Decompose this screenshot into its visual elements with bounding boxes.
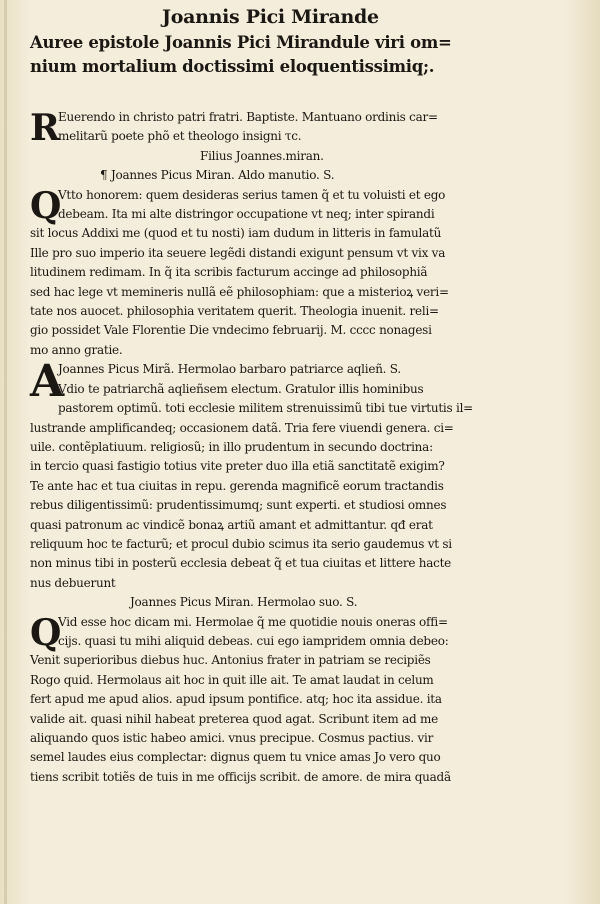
text-line: sed hac lege vt memineris nullã eẽ philosophiam: que a misterioꝝ veri= [30,284,449,299]
text-line: mo anno gratie. [30,342,123,357]
letter-address: Joannes Picus Miran. Hermolao suo. S. [130,595,358,610]
text-line: Vdio te patriarchã aqlieñsem electum. Gratulor illis hominibus [58,381,424,396]
text-line: rebus diligentissimũ: prudentissimumq; sunt experti. et studiosi omnes [30,498,447,513]
text-line: debeam. Ita mi alte distringor occupatione vt neq; inter spirandi [58,207,435,222]
running-head: Joannis Pici Mirande [162,6,379,28]
text-line: cijs. quasi tu mihi aliquid debeas. cui ego iampridem omnia debeo: [58,633,449,648]
text-line: Ille pro suo imperio ita seuere legẽdi distandi exigunt pensum vt vix va [30,245,446,260]
salutation: Filius Joannes.miran. [200,148,324,163]
text-line: nus debuerunt [30,575,116,590]
text-line: semel laudes eius complectar: dignus quem tu vnice amas Jo vero quo [30,750,441,765]
text-line: tiens scribit totiẽs de tuis in me officijs scribit. de amore. de mira quadã [30,769,451,784]
text-line: lustrande amplificandeq; occasionem datã. Tria fere viuendi genera. ci= [30,420,454,435]
text-line: pastorem optimũ. toti ecclesie militem strenuissimũ tibi tue virtutis il= [58,401,473,416]
text-line: reliquum hoc te facturũ; et procul dubio scimus ita serio gaudemus vt si [30,536,452,551]
text-line: tate nos auocet. philosophia veritatem querit. Theologia inuenit. reli= [30,304,439,319]
text-line: Rogo quid. Hermolaus ait hoc in quit ille ait. Te amat laudat in celum [30,672,434,687]
text-line: gio possidet Vale Florentie Die vndecimo februarij. M. cccc nonagesi [30,323,432,338]
drop-cap-initial: R [30,107,60,149]
text-line: quasi patronum ac vindicẽ bonaꝝ artiũ amant et admittantur. qđ erat [30,517,433,532]
letter-address: ¶ Joannes Picus Miran. Aldo manutio. S. [100,168,335,183]
title-line-2: nium mortalium doctissimi eloquentissimiq;. [30,57,435,76]
letter-address: Joannes Picus Mirã. Hermolao barbaro patriarce aqlieñ. S. [58,362,401,377]
text-line: litudinem redimam. In q̃ ita scribis facturum accinge ad philosophiã [30,265,428,280]
letter-4 [30,613,578,788]
drop-cap-initial: A [30,356,65,408]
drop-cap-initial: Q [30,611,62,654]
text-line: Venit superioribus diebus huc. Antonius frater in patriam se recipiẽs [30,653,431,668]
text-line: Te ante hac et tua ciuitas in repu. gerenda magnificẽ eorum tractandis [30,478,444,493]
letter-2 [30,186,578,361]
text-line: valide ait. quasi nihil habeat preterea quod agat. Scribunt item ad me [30,711,438,726]
drop-cap-initial: Q [30,184,62,227]
text-line: sit locus Addixi me (quod et tu nosti) iam dudum in litteris in famulatũ [30,226,442,241]
text-line: aliquando quos istic habeo amici. vnus precipue. Cosmus pactius. vir [30,731,434,745]
letter-1 [30,108,578,147]
text-line: non minus tibi in posterũ ecclesia debeat q̃ et tua ciuitas et littere hacte [30,556,452,571]
page-binding-edge [4,0,7,904]
text-line: uile. contẽplatiuum. religiosũ; in illo prudentum in secundo doctrina: [30,439,433,454]
text-line: Vtto honorem: quem desideras serius tamen q̃ et tu voluisti et ego [58,187,446,202]
text-line: Vid esse hoc dicam mi. Hermolae q̃ me quotidie nouis oneras offi= [58,614,448,629]
letter-3 [30,356,578,593]
text-line: fert apud me apud alios. apud ipsum pontifice. atq; hoc ita assidue. ita [30,692,442,707]
title-gap [30,78,578,108]
page-content [30,4,578,787]
title-line-1: Auree epistole Joannis Pici Mirandule viri om= [30,33,452,52]
text-line: Euerendo in christo patri fratri. Baptiste. Mantuano ordinis car= [58,110,438,124]
text-line: in tercio quasi fastigio totius vite preter duo illa etiã sanctitatẽ exigim? [30,459,445,474]
text-line: melitarũ poete phõ et theologo insigni τc. [58,129,302,144]
